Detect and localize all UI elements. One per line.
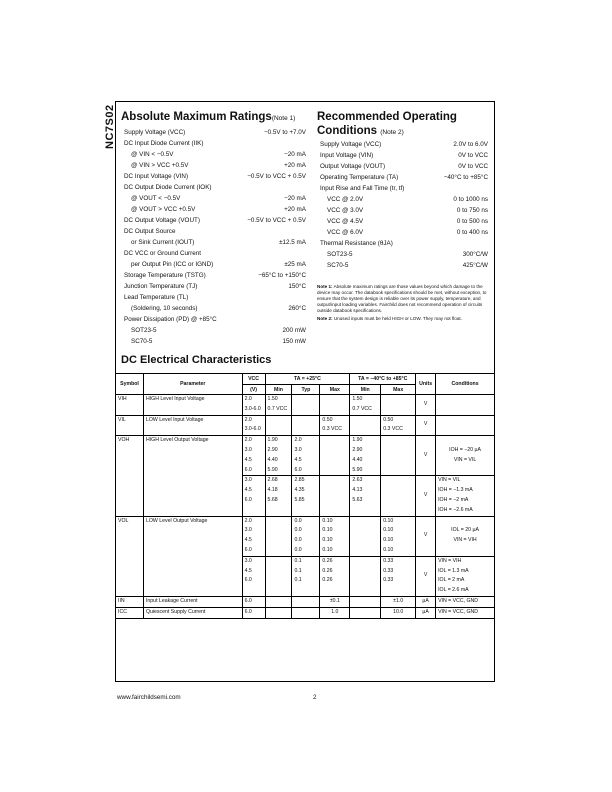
rec-op-row	[320, 183, 488, 194]
abs-max-value: 200 mW	[282, 327, 306, 334]
cell-min-range	[350, 556, 381, 596]
cell-min-range	[350, 596, 381, 607]
cell-parameter: HIGH Level Input Voltage	[143, 395, 242, 416]
cell-vcc: 2.0 3.0 4.5 6.0	[242, 516, 265, 556]
cell-unit: V	[416, 395, 436, 416]
abs-max-row	[124, 127, 306, 138]
abs-max-label: @ VIN < −0.5V	[124, 151, 174, 158]
cell-min	[265, 596, 292, 607]
cell-typ: 2.0 3.0 4.5 6.0	[292, 436, 320, 476]
rec-op-label: Supply Voltage (VCC)	[320, 141, 382, 148]
cell-max: ±0.1	[320, 596, 350, 607]
table-row-iin	[116, 596, 495, 607]
header-min-range: Min	[350, 385, 381, 395]
cell-min-range	[350, 607, 381, 618]
cell-conditions: IOL = 20 μA VIN = VIH	[436, 516, 495, 556]
cell-vcc: 3.0 4.5 6.0	[242, 476, 265, 516]
header-ta-25: TA = +25°C	[265, 374, 350, 385]
cell-parameter: Quiescent Supply Current	[143, 607, 242, 618]
rec-op-row	[320, 161, 488, 172]
abs-max-label: SC70-5	[124, 338, 153, 345]
cell-max: 0.10 0.10 0.10 0.10	[320, 516, 350, 556]
abs-max-value: −0.5V to +7.0V	[263, 129, 306, 136]
rec-op-row	[320, 139, 488, 150]
cell-typ: 2.85 4.35 5.85	[292, 476, 320, 516]
cell-conditions: VIN = VCC, GND	[436, 596, 495, 607]
cell-vcc: 6.0	[242, 596, 265, 607]
cell-min	[265, 607, 292, 618]
rec-op-value: 0 to 750 ns	[456, 207, 488, 214]
cell-max: 0.26 0.26 0.26	[320, 556, 350, 596]
cell-symbol: VOL	[116, 516, 144, 596]
header-symbol: Symbol	[116, 374, 144, 395]
abs-max-label: @ VOUT > VCC +0.5V	[124, 206, 196, 213]
rec-op-title-line1: Recommended Operating	[317, 111, 457, 123]
cell-unit: V	[416, 415, 436, 436]
abs-max-row	[124, 226, 306, 237]
table-row-voh-a	[116, 436, 495, 476]
cell-typ	[292, 607, 320, 618]
rec-op-label: SC70-5	[320, 262, 349, 269]
abs-max-row	[124, 314, 306, 325]
abs-max-value: 150°C	[288, 283, 306, 290]
cell-typ: 0.1 0.1 0.1	[292, 556, 320, 596]
cell-max	[320, 436, 350, 476]
cell-conditions	[436, 415, 495, 436]
cell-parameter: LOW Level Output Voltage	[143, 516, 242, 596]
cell-unit: V	[416, 516, 436, 556]
header-vcc: VCC	[242, 374, 265, 385]
rec-op-label: VCC @ 4.5V	[320, 218, 364, 225]
rec-op-row	[320, 172, 488, 183]
rec-op-label: Output Voltage (VOUT)	[320, 163, 386, 170]
note-2-label: Note 2:	[317, 316, 333, 321]
cell-max	[320, 395, 350, 416]
abs-max-row	[124, 171, 306, 182]
header-min: Min	[265, 385, 292, 395]
cell-typ	[292, 596, 320, 607]
abs-max-value: +20 mA	[284, 162, 306, 169]
table-row-vih	[116, 395, 495, 416]
abs-max-row	[124, 149, 306, 160]
cell-conditions: VIN = VIL IOH = −1.3 mA IOH = −2 mA IOH = −2.6 mA	[436, 476, 495, 516]
cell-max-range: 0.10 0.10 0.10 0.10	[381, 516, 416, 556]
cell-vcc: 6.0	[242, 607, 265, 618]
abs-max-row	[124, 259, 306, 270]
cell-parameter: Input Leakage Current	[143, 596, 242, 607]
cell-symbol: VIH	[116, 395, 144, 416]
abs-max-label: Storage Temperature (TSTG)	[124, 272, 206, 279]
rec-op-note-ref: (Note 2)	[380, 129, 404, 136]
header-conditions: Conditions	[436, 374, 495, 395]
rec-op-value: 425°C/W	[462, 262, 488, 269]
rec-op-row	[320, 216, 488, 227]
cell-parameter: HIGH Level Output Voltage	[143, 436, 242, 516]
rec-op-label: SOT23-5	[320, 251, 353, 258]
rec-op-row	[320, 238, 488, 249]
abs-max-row	[124, 270, 306, 281]
abs-max-label: DC Output Voltage (VOUT)	[124, 217, 200, 224]
abs-max-row	[124, 193, 306, 204]
abs-max-row	[124, 325, 306, 336]
cell-max-range: 0.50 0.3 VCC	[381, 415, 416, 436]
header-parameter: Parameter	[143, 374, 242, 395]
cell-vcc: 2.0 3.0 4.5 6.0	[242, 436, 265, 476]
abs-max-value: ±25 mA	[284, 261, 306, 268]
cell-parameter: LOW Level Input Voltage	[143, 415, 242, 436]
abs-max-label: @ VIN > VCC +0.5V	[124, 162, 189, 169]
cell-conditions	[436, 395, 495, 416]
note-2-text: Unused inputs must be held HIGH or LOW. They may not float.	[333, 316, 462, 321]
abs-max-row	[124, 138, 306, 149]
cell-symbol: IIN	[116, 596, 144, 607]
cell-min-range: 1.50 0.7 VCC	[350, 395, 381, 416]
cell-max: 1.0	[320, 607, 350, 618]
rec-op-row	[320, 260, 488, 271]
cell-conditions: VIN = VIH IOL = 1.3 mA IOL = 2 mA IOL = 2.6 mA	[436, 556, 495, 596]
footer-url[interactable]: www.fairchildsemi.com	[117, 694, 181, 701]
abs-max-row	[124, 292, 306, 303]
cell-symbol: VOH	[116, 436, 144, 516]
abs-max-label: per Output Pin (ICC or IGND)	[124, 261, 214, 268]
cell-conditions: VIN = VCC, GND	[436, 607, 495, 618]
cell-max	[320, 476, 350, 516]
abs-max-row	[124, 204, 306, 215]
rec-op-row	[320, 194, 488, 205]
cell-unit: μA	[416, 607, 436, 618]
rec-op-label: Operating Temperature (TA)	[320, 174, 399, 181]
dc-characteristics-table	[115, 373, 495, 619]
abs-max-value: −65°C to +150°C	[258, 272, 306, 279]
abs-max-value: ±12.5 mA	[279, 239, 306, 246]
abs-max-label: (Soldering, 10 seconds)	[124, 305, 198, 312]
cell-min-range: 1.90 2.90 4.40 5.90	[350, 436, 381, 476]
dc-characteristics-title: DC Electrical Characteristics	[121, 354, 272, 366]
cell-max-range	[381, 436, 416, 476]
cell-min	[265, 556, 292, 596]
abs-max-label: or Sink Current (IOUT)	[124, 239, 195, 246]
abs-max-label: SOT23-5	[124, 327, 157, 334]
rec-op-row	[320, 150, 488, 161]
abs-max-row	[124, 281, 306, 292]
cell-max-range	[381, 395, 416, 416]
cell-conditions: IOH = −20 μA VIN = VIL	[436, 436, 495, 476]
abs-max-row	[124, 248, 306, 259]
rec-op-spec-list	[320, 139, 488, 271]
note-1-label: Note 1:	[317, 284, 333, 289]
abs-max-row	[124, 160, 306, 171]
abs-max-value: 150 mW	[282, 338, 306, 345]
rec-op-value: 0V to VCC	[458, 152, 488, 159]
cell-max: 0.50 0.3 VCC	[320, 415, 350, 436]
abs-max-label: DC Output Source	[124, 228, 176, 235]
abs-max-value: −0.5V to VCC + 0.5V	[247, 173, 306, 180]
cell-vcc: 3.0 4.5 6.0	[242, 556, 265, 596]
rec-op-label: VCC @ 3.0V	[320, 207, 364, 214]
table-row-vol-a	[116, 516, 495, 556]
header-max: Max	[320, 385, 350, 395]
abs-max-value: −0.5V to VCC + 0.5V	[247, 217, 306, 224]
rec-op-value: 2.0V to 6.0V	[453, 141, 488, 148]
cell-typ	[292, 415, 320, 436]
rec-op-label: VCC @ 6.0V	[320, 229, 364, 236]
abs-max-label: DC Input Voltage (VIN)	[124, 173, 189, 180]
cell-unit: V	[416, 476, 436, 516]
rec-op-row	[320, 205, 488, 216]
notes-block	[317, 284, 491, 324]
abs-max-title-block	[121, 110, 295, 126]
abs-max-label: DC Output Diode Current (IOK)	[124, 184, 212, 191]
cell-min: 1.50 0.7 VCC	[265, 395, 292, 416]
rec-op-value: 0 to 1000 ns	[453, 196, 488, 203]
header-max-range: Max	[381, 385, 416, 395]
cell-min	[265, 415, 292, 436]
cell-min-range	[350, 415, 381, 436]
cell-min: 2.68 4.18 5.68	[265, 476, 292, 516]
cell-min-range: 2.63 4.13 5.63	[350, 476, 381, 516]
cell-min	[265, 516, 292, 556]
rec-op-label: Input Voltage (VIN)	[320, 152, 374, 159]
table-row-vil	[116, 415, 495, 436]
cell-vcc: 2.0 3.0-6.0	[242, 415, 265, 436]
header-ta-range: TA = −40°C to +85°C	[350, 374, 416, 385]
cell-max-range: 0.33 0.33 0.33	[381, 556, 416, 596]
cell-vcc: 2.0 3.0-6.0	[242, 395, 265, 416]
header-units: Units	[416, 374, 436, 395]
abs-max-row	[124, 303, 306, 314]
rec-op-value: 0 to 400 ns	[456, 229, 488, 236]
rec-op-row	[320, 249, 488, 260]
cell-unit: V	[416, 556, 436, 596]
rec-op-row	[320, 227, 488, 238]
abs-max-row	[124, 182, 306, 193]
abs-max-value: −20 mA	[284, 195, 306, 202]
part-number-side-label: NC7S02	[104, 104, 116, 149]
cell-max-range: 10.0	[381, 607, 416, 618]
abs-max-label: DC Input Diode Current (IIK)	[124, 140, 204, 147]
abs-max-note-ref: (Note 1)	[271, 115, 296, 122]
cell-min-range	[350, 516, 381, 556]
rec-op-label: Thermal Resistance (θJA)	[320, 240, 393, 247]
cell-max-range: ±1.0	[381, 596, 416, 607]
abs-max-label: Supply Voltage (VCC)	[124, 129, 186, 136]
abs-max-title: Absolute Maximum Ratings	[121, 111, 272, 123]
rec-op-value: 0V to VCC	[458, 163, 488, 170]
cell-symbol: ICC	[116, 607, 144, 618]
abs-max-label: Junction Temperature (TJ)	[124, 283, 198, 290]
cell-min: 1.90 2.90 4.40 5.90	[265, 436, 292, 476]
abs-max-value: 260°C	[288, 305, 306, 312]
abs-max-value: +20 mA	[284, 206, 306, 213]
cell-typ	[292, 395, 320, 416]
abs-max-row	[124, 237, 306, 248]
abs-max-row	[124, 336, 306, 347]
abs-max-label: Lead Temperature (TL)	[124, 294, 189, 301]
abs-max-row	[124, 215, 306, 226]
cell-unit: V	[416, 436, 436, 476]
rec-op-title-line2: Conditions	[317, 125, 378, 137]
rec-op-label: VCC @ 2.0V	[320, 196, 364, 203]
cell-symbol: VIL	[116, 415, 144, 436]
cell-unit: μA	[416, 596, 436, 607]
abs-max-label: Power Dissipation (PD) @ +85°C	[124, 316, 217, 323]
header-vcc-unit: (V)	[242, 385, 265, 395]
rec-op-value: −40°C to +85°C	[443, 174, 488, 181]
page-number: 2	[313, 694, 317, 701]
cell-typ: 0.0 0.0 0.0 0.0	[292, 516, 320, 556]
note-1	[317, 284, 491, 314]
abs-max-value: −20 mA	[284, 151, 306, 158]
cell-max-range	[381, 476, 416, 516]
note-1-text: Absolute maximum ratings are those values beyond which damage to the device may occur. The databook specifications should be met, without exception, to ensure that the system design is reliable over its power supply, temperature, and output/input loading variables. Fairchild does not recommend operation of circuits outside databook specifications.	[317, 284, 487, 313]
header-typ: Typ	[292, 385, 320, 395]
abs-max-label: DC VCC or Ground Current	[124, 250, 201, 257]
note-2	[317, 316, 491, 322]
rec-op-value: 0 to 500 ns	[456, 218, 488, 225]
abs-max-label: @ VOUT < −0.5V	[124, 195, 181, 202]
abs-max-spec-list	[124, 127, 306, 347]
table-row-icc	[116, 607, 495, 618]
rec-op-title-block	[317, 110, 457, 140]
rec-op-value: 300°C/W	[462, 251, 488, 258]
rec-op-label: Input Rise and Fall Time (tr, tf)	[320, 185, 405, 192]
